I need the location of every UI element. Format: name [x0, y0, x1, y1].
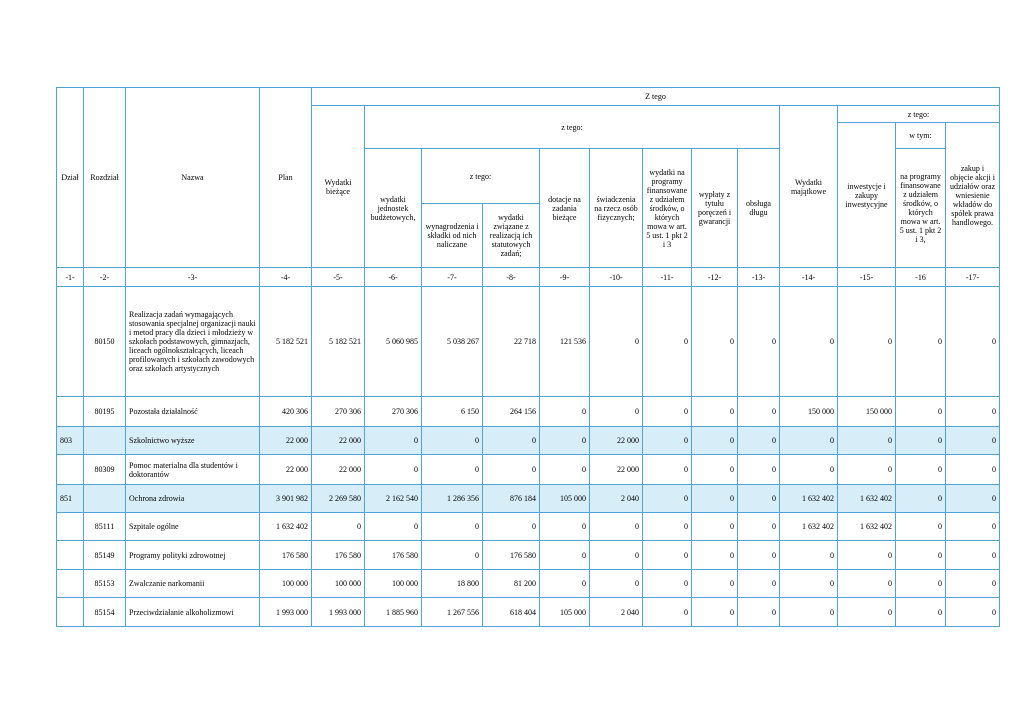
cell-rozdzial: 80195: [84, 397, 126, 427]
cell-value: 0: [838, 455, 896, 485]
cell-rozdzial: [84, 427, 126, 455]
cell-value: 22 000: [260, 427, 312, 455]
cell-value: 0: [946, 287, 1000, 397]
cell-value: 2 162 540: [365, 485, 422, 513]
cell-value: 0: [643, 427, 692, 455]
cell-value: 0: [896, 570, 946, 598]
cell-value: 1 632 402: [780, 485, 838, 513]
cell-value: 0: [590, 513, 643, 541]
cell-value: 0: [540, 513, 590, 541]
cell-value: 0: [540, 397, 590, 427]
cell-dzial: [57, 541, 84, 570]
cell-value: 0: [738, 287, 780, 397]
cell-rozdzial: 80309: [84, 455, 126, 485]
column-number: -11-: [643, 268, 692, 287]
cell-nazwa: Szpitale ogólne: [126, 513, 260, 541]
cell-value: 121 536: [540, 287, 590, 397]
cell-value: 1 632 402: [260, 513, 312, 541]
cell-value: 176 580: [365, 541, 422, 570]
cell-nazwa: Pozostała działalność: [126, 397, 260, 427]
cell-value: 0: [643, 570, 692, 598]
cell-value: 176 580: [260, 541, 312, 570]
cell-nazwa: Przeciwdziałanie alkoholizmowi: [126, 598, 260, 627]
cell-value: 6 150: [422, 397, 483, 427]
cell-value: 2 040: [590, 598, 643, 627]
header-zakup-akcji: zakup i objęcie akcji i udziałów oraz wniesienie wkładów do spółek prawa handlowego.: [946, 123, 1000, 268]
column-number: -5-: [312, 268, 365, 287]
cell-value: 1 286 356: [422, 485, 483, 513]
cell-value: 1 632 402: [838, 513, 896, 541]
cell-value: 0: [590, 287, 643, 397]
cell-value: 0: [946, 455, 1000, 485]
column-number: -6-: [365, 268, 422, 287]
cell-value: 0: [738, 455, 780, 485]
cell-value: 22 718: [483, 287, 540, 397]
cell-value: 0: [780, 287, 838, 397]
cell-value: 0: [896, 287, 946, 397]
cell-value: 0: [738, 427, 780, 455]
cell-value: 0: [643, 455, 692, 485]
header-rozdzial: Rozdział: [84, 88, 126, 268]
cell-value: 150 000: [780, 397, 838, 427]
cell-value: 22 000: [590, 427, 643, 455]
cell-value: 100 000: [312, 570, 365, 598]
cell-value: 0: [422, 541, 483, 570]
cell-value: 0: [483, 513, 540, 541]
column-number-row: [57, 268, 1000, 287]
cell-nazwa: Zwalczanie narkomanii: [126, 570, 260, 598]
cell-value: 0: [780, 455, 838, 485]
header-w-tym: w tym:: [896, 123, 946, 149]
cell-nazwa: Szkolnictwo wyższe: [126, 427, 260, 455]
table-row: [57, 570, 1000, 598]
header-dzial: Dział: [57, 88, 84, 268]
cell-value: 0: [483, 455, 540, 485]
header-wydatki-zwiazane: wydatki związane z realizacją ich statutowych zadań;: [483, 204, 540, 268]
cell-value: 0: [780, 570, 838, 598]
cell-value: 0: [896, 541, 946, 570]
header-wyplaty: wypłaty z tytułu poręczeń i gwarancji: [692, 149, 738, 268]
cell-dzial: [57, 287, 84, 397]
cell-value: 0: [422, 513, 483, 541]
cell-value: 0: [692, 513, 738, 541]
cell-value: 5 060 985: [365, 287, 422, 397]
header-z-tego-majatkowe: z tego:: [838, 106, 1000, 123]
header-wynagrodzenia: wynagrodzenia i składki od nich naliczane: [422, 204, 483, 268]
cell-value: 0: [365, 513, 422, 541]
cell-value: 0: [946, 598, 1000, 627]
cell-value: 100 000: [365, 570, 422, 598]
table-row: [57, 427, 1000, 455]
column-number: -7-: [422, 268, 483, 287]
header-wydatki-programy: wydatki na programy finansowane z udziałem środków, o których mowa w art. 5 ust. 1 pkt 2 i 3: [643, 149, 692, 268]
cell-value: 0: [780, 541, 838, 570]
header-wydatki-majatkowe: Wydatki majątkowe: [780, 106, 838, 268]
cell-value: 0: [643, 485, 692, 513]
cell-nazwa: Programy polityki zdrowotnej: [126, 541, 260, 570]
table-row: [57, 513, 1000, 541]
cell-value: 0: [946, 570, 1000, 598]
cell-value: 0: [946, 397, 1000, 427]
column-number: -16: [896, 268, 946, 287]
cell-nazwa: Ochrona zdrowia: [126, 485, 260, 513]
cell-value: 0: [365, 455, 422, 485]
cell-value: 0: [780, 427, 838, 455]
cell-rozdzial: [84, 485, 126, 513]
cell-value: 1 993 000: [312, 598, 365, 627]
cell-value: 81 200: [483, 570, 540, 598]
cell-value: 0: [643, 513, 692, 541]
cell-value: 18 800: [422, 570, 483, 598]
cell-value: 420 306: [260, 397, 312, 427]
cell-dzial: [57, 513, 84, 541]
cell-dzial: [57, 455, 84, 485]
cell-value: 2 269 580: [312, 485, 365, 513]
cell-value: 0: [692, 427, 738, 455]
cell-dzial: [57, 570, 84, 598]
cell-value: 1 993 000: [260, 598, 312, 627]
header-z-tego-main: Z tego: [312, 88, 1000, 106]
cell-value: 270 306: [312, 397, 365, 427]
header-wydatki-biezace: Wydatki bieżące: [312, 106, 365, 268]
header-plan: Plan: [260, 88, 312, 268]
cell-value: 0: [540, 570, 590, 598]
cell-value: 100 000: [260, 570, 312, 598]
cell-value: 0: [590, 570, 643, 598]
cell-value: 22 000: [312, 427, 365, 455]
cell-value: 0: [738, 541, 780, 570]
cell-value: 0: [838, 598, 896, 627]
cell-rozdzial: 85153: [84, 570, 126, 598]
column-number: -8-: [483, 268, 540, 287]
cell-value: 0: [692, 541, 738, 570]
cell-value: 0: [540, 541, 590, 570]
cell-rozdzial: 85154: [84, 598, 126, 627]
column-number: -10-: [590, 268, 643, 287]
cell-value: 0: [780, 598, 838, 627]
cell-value: 0: [896, 485, 946, 513]
table-row: [57, 541, 1000, 570]
cell-value: 0: [312, 513, 365, 541]
column-number: -14-: [780, 268, 838, 287]
column-number: -15-: [838, 268, 896, 287]
cell-value: 0: [896, 513, 946, 541]
cell-value: 0: [692, 485, 738, 513]
table-row: [57, 598, 1000, 627]
header-dotacje: dotacje na zadania bieżące: [540, 149, 590, 268]
cell-value: 150 000: [838, 397, 896, 427]
table-row: [57, 397, 1000, 427]
header-z-tego-jednostek: z tego:: [422, 149, 540, 204]
table-row: [57, 287, 1000, 397]
cell-value: 264 156: [483, 397, 540, 427]
cell-value: 0: [692, 287, 738, 397]
column-number: -3-: [126, 268, 260, 287]
cell-value: 0: [946, 513, 1000, 541]
cell-value: 0: [946, 485, 1000, 513]
header-inwestycje: inwestycje i zakupy inwestycyjne: [838, 123, 896, 268]
cell-value: 2 040: [590, 485, 643, 513]
cell-value: 0: [643, 397, 692, 427]
cell-value: 0: [692, 397, 738, 427]
cell-value: 5 038 267: [422, 287, 483, 397]
column-number: -4-: [260, 268, 312, 287]
cell-value: 5 182 521: [312, 287, 365, 397]
cell-value: 270 306: [365, 397, 422, 427]
cell-value: 876 184: [483, 485, 540, 513]
cell-value: 0: [738, 397, 780, 427]
table-header: [57, 88, 1000, 287]
cell-value: 0: [692, 455, 738, 485]
table-row: [57, 455, 1000, 485]
cell-value: 0: [540, 427, 590, 455]
cell-value: 0: [540, 455, 590, 485]
header-na-programy: na programy finansowane z udziałem środków, o których mowa w art. 5 ust. 1 pkt 2 i 3,: [896, 149, 946, 268]
header-z-tego-biezace: z tego:: [365, 106, 780, 149]
header-wydatki-jednostek: wydatki jednostek budżetowych,: [365, 149, 422, 268]
budget-table: [56, 87, 1000, 627]
cell-value: 3 901 982: [260, 485, 312, 513]
cell-dzial: 803: [57, 427, 84, 455]
cell-value: 105 000: [540, 598, 590, 627]
cell-value: 0: [422, 455, 483, 485]
column-number: -1-: [57, 268, 84, 287]
cell-rozdzial: 85149: [84, 541, 126, 570]
cell-value: 0: [483, 427, 540, 455]
cell-value: 0: [738, 598, 780, 627]
cell-dzial: [57, 397, 84, 427]
cell-value: 0: [946, 541, 1000, 570]
cell-value: 0: [365, 427, 422, 455]
cell-value: 618 404: [483, 598, 540, 627]
cell-nazwa: Realizacja zadań wymagających stosowania specjalnej organizacji nauki i metod pracy dla dzieci i młodzieży w szkołach podstawowych, gimnazjach, liceach ogólnokształcących, liceach profilowanych i szkołach zawodowych oraz szkołach artystycznych: [126, 287, 260, 397]
cell-value: 0: [896, 598, 946, 627]
cell-value: 0: [838, 570, 896, 598]
cell-value: 1 267 556: [422, 598, 483, 627]
column-number: -12-: [692, 268, 738, 287]
column-number: -2-: [84, 268, 126, 287]
cell-value: 0: [738, 513, 780, 541]
cell-value: 22 000: [260, 455, 312, 485]
cell-value: 0: [838, 287, 896, 397]
cell-rozdzial: 85111: [84, 513, 126, 541]
cell-value: 0: [643, 287, 692, 397]
cell-nazwa: Pomoc materialna dla studentów i doktorantów: [126, 455, 260, 485]
cell-value: 0: [946, 427, 1000, 455]
cell-value: 0: [896, 455, 946, 485]
cell-value: 0: [422, 427, 483, 455]
cell-value: 0: [590, 541, 643, 570]
cell-value: 0: [590, 397, 643, 427]
cell-rozdzial: 80150: [84, 287, 126, 397]
cell-value: 22 000: [312, 455, 365, 485]
cell-value: 0: [838, 427, 896, 455]
column-number: -9-: [540, 268, 590, 287]
cell-value: 176 580: [483, 541, 540, 570]
cell-value: 0: [738, 570, 780, 598]
cell-value: 0: [643, 598, 692, 627]
cell-dzial: [57, 598, 84, 627]
cell-value: 176 580: [312, 541, 365, 570]
cell-dzial: 851: [57, 485, 84, 513]
cell-value: 1 885 960: [365, 598, 422, 627]
cell-value: 0: [738, 485, 780, 513]
header-swiadczenia: świadczenia na rzecz osób fizycznych;: [590, 149, 643, 268]
cell-value: 1 632 402: [838, 485, 896, 513]
header-obsluga: obsługa długu: [738, 149, 780, 268]
cell-value: 105 000: [540, 485, 590, 513]
cell-value: 5 182 521: [260, 287, 312, 397]
cell-value: 0: [692, 570, 738, 598]
cell-value: 0: [643, 541, 692, 570]
cell-value: 0: [896, 397, 946, 427]
cell-value: 22 000: [590, 455, 643, 485]
table-row: [57, 485, 1000, 513]
column-number: -13-: [738, 268, 780, 287]
table-body: [57, 287, 1000, 627]
cell-value: 0: [838, 541, 896, 570]
header-nazwa: Nazwa: [126, 88, 260, 268]
column-number: -17-: [946, 268, 1000, 287]
cell-value: 0: [896, 427, 946, 455]
cell-value: 0: [692, 598, 738, 627]
cell-value: 1 632 402: [780, 513, 838, 541]
